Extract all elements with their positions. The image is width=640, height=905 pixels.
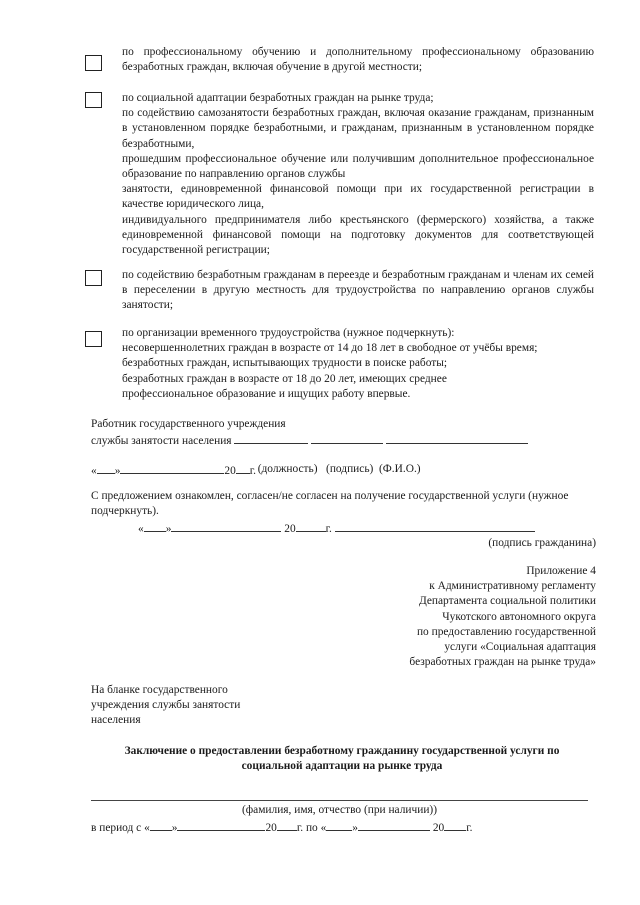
checkbox-professional-training[interactable] bbox=[85, 55, 102, 71]
option-relocation bbox=[122, 268, 594, 314]
checkbox-social-adaptation[interactable] bbox=[85, 92, 102, 108]
option-text: по профессиональному обучению и дополнительному профессиональному образованию безработных граждан, включая обучение в другой местности; bbox=[122, 46, 594, 74]
employee-caption: (должность) (подпись) (Ф.И.О.) bbox=[257, 463, 421, 476]
citizen-signature-caption: (подпись гражданина) bbox=[488, 537, 596, 549]
checkbox-temporary-employment[interactable] bbox=[85, 331, 102, 347]
employee-signature-line: службы занятости населения bbox=[91, 432, 528, 449]
option-text: по социальной адаптации безработных граждан на рынке труда; bbox=[122, 92, 434, 104]
option-text: индивидуального предпринимателя либо крестьянского (фермерского) хозяйства, а также единовременной финансовой помощи на подготовку документов для соответствующей государственной регистрации; bbox=[122, 213, 594, 257]
end-day-field[interactable] bbox=[326, 819, 352, 831]
year-field[interactable] bbox=[296, 520, 326, 532]
start-month-field[interactable] bbox=[177, 819, 265, 831]
end-year-field[interactable] bbox=[444, 819, 466, 831]
option-text: занятости, единовременной финансовой помощи при их государственной регистрации в качестве юридического лица, bbox=[122, 183, 594, 211]
option-temporary-employment bbox=[122, 326, 594, 402]
option-text: по организации временного трудоустройства (нужное подчеркнуть): bbox=[122, 327, 455, 339]
checkbox-relocation[interactable] bbox=[85, 270, 102, 286]
option-text: несовершеннолетних граждан в возрасте от 14 до 18 лет в свободное от учёбы время; bbox=[122, 342, 538, 355]
option-text: безработных граждан в возрасте от 18 до 20 лет, имеющих среднее профессиональное образование и ищущих работу впервые. bbox=[122, 372, 447, 400]
day-field[interactable] bbox=[97, 462, 115, 474]
year-field[interactable] bbox=[236, 462, 250, 474]
employee-title: Работник государственного учреждения bbox=[91, 418, 286, 430]
acknowledge-signature-line: « » 20 г. bbox=[138, 520, 535, 537]
citizen-signature-field[interactable] bbox=[335, 520, 535, 532]
option-text: по содействию безработным гражданам в переезде и безработным гражданам и членам их семей в переселении в другую местность для трудоустройства по направлению органов службы занятости; bbox=[122, 269, 594, 312]
appendix-block: Приложение 4 к Административному регламенту Департамента социальной политики Чукотского автономного округа по предоставлению государственной услуги «Социальная адаптация безработных граждан на рынке труда» bbox=[409, 565, 596, 669]
conclusion-title: Заключение о предоставлении безработному гражданину государственной услуги по социальной адаптации на рынке труда bbox=[124, 745, 560, 773]
end-month-field[interactable] bbox=[358, 819, 430, 831]
acknowledge-text: С предложением ознакомлен, согласен/не согласен на получение государственной услуги (нужное подчеркнуть). bbox=[91, 490, 569, 518]
option-social-adaptation bbox=[122, 91, 594, 258]
signature-field[interactable] bbox=[311, 432, 383, 444]
option-professional-training bbox=[122, 45, 594, 75]
start-year-field[interactable] bbox=[277, 819, 297, 831]
position-field[interactable] bbox=[234, 432, 308, 444]
month-field[interactable] bbox=[120, 462, 224, 474]
day-field[interactable] bbox=[144, 520, 166, 532]
period-line: в период с « » 20 г. по « » 20 г. bbox=[91, 819, 472, 836]
option-text: по содействию самозанятости безработных граждан, включая оказание гражданам, признанным в установленном порядке безработными, и гражданам, признанным в установленном порядке безработными, bbox=[122, 107, 594, 150]
start-day-field[interactable] bbox=[150, 819, 172, 831]
option-text: безработных граждан, испытывающих трудности в поиске работы; bbox=[122, 357, 448, 370]
letterhead-note: На бланке государственного учреждения службы занятости населения bbox=[91, 684, 241, 727]
option-text: прошедшим профессиональное обучение или получившим дополнительное профессиональное образование по направлению органов службы bbox=[122, 152, 594, 181]
month-field[interactable] bbox=[171, 520, 281, 532]
full-name-input-line[interactable] bbox=[91, 800, 588, 801]
full-name-field[interactable] bbox=[386, 432, 528, 444]
employee-date: « » 20 г. bbox=[91, 462, 256, 479]
full-name-caption: (фамилия, имя, отчество (при наличии)) bbox=[241, 804, 438, 816]
